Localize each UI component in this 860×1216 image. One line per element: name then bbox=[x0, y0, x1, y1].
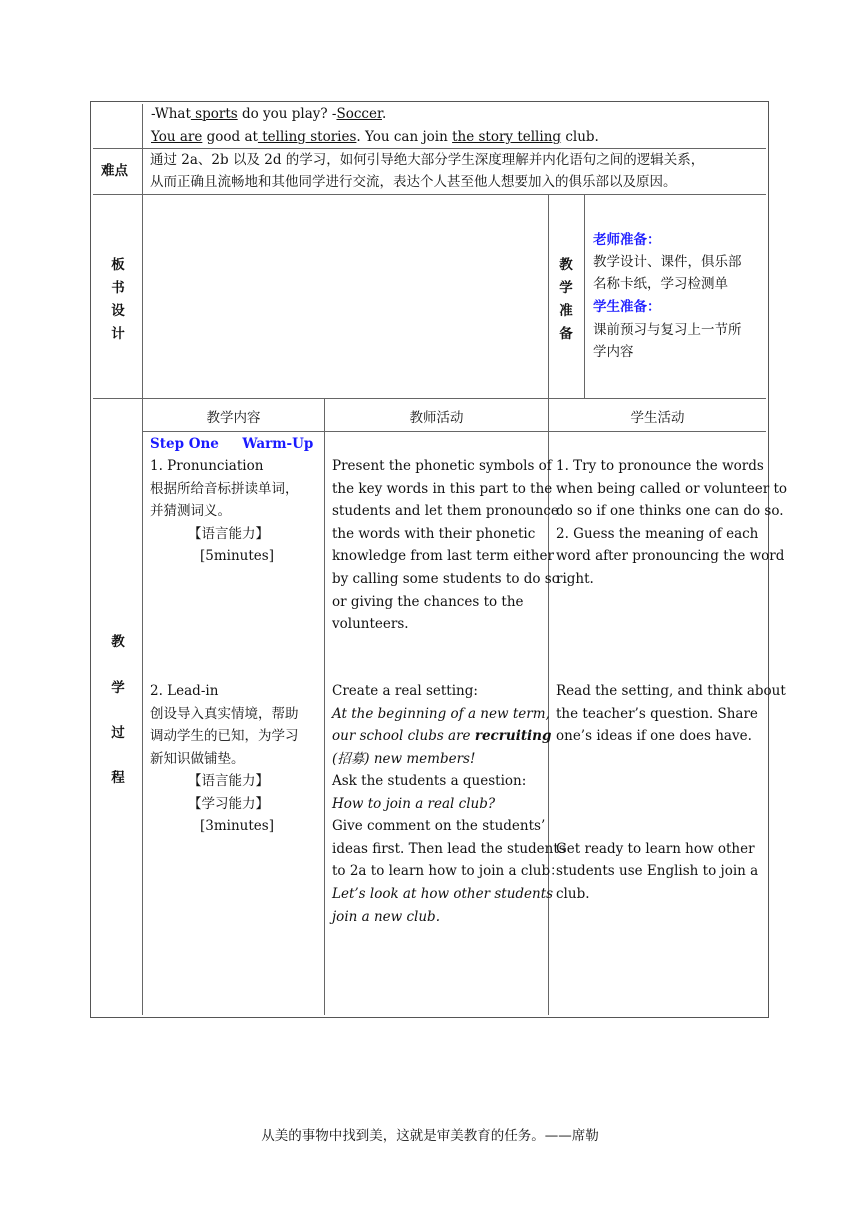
teacher-activity-line: the words with their phonetic bbox=[332, 526, 536, 542]
student-prep-line: 学内容 bbox=[593, 344, 634, 360]
student-activity-line: one’s ideas if one does have. bbox=[556, 728, 752, 744]
content-line: 1. Pronunciation bbox=[150, 458, 264, 474]
content-line: 创设导入真实情境，帮助 bbox=[150, 706, 299, 722]
content-line: 【学习能力】 bbox=[188, 796, 269, 812]
student-activity-line: Get ready to learn how other bbox=[556, 841, 755, 857]
teacher-activity-line: knowledge from last term either bbox=[332, 548, 554, 564]
content-line: 【语言能力】 bbox=[188, 773, 269, 789]
row-divider bbox=[93, 398, 766, 399]
content-line: 新知识做铺垫。 bbox=[150, 751, 245, 767]
student-activity-line: 2. Guess the meaning of each bbox=[556, 526, 759, 542]
student-activity-line: students use English to join a bbox=[556, 863, 759, 879]
header-teacher: 教师活动 bbox=[409, 410, 464, 426]
sample-dialogue-line1: -What sports do you play? -Soccer. bbox=[151, 106, 387, 122]
process-label-2: 学 bbox=[111, 680, 125, 696]
row-divider bbox=[93, 194, 766, 195]
student-activity-line: word after pronouncing the word bbox=[556, 548, 785, 564]
difficulty-text-line2: 从而正确且流畅地和其他同学进行交流，表达个人甚至他人想要加入的俱乐部以及原因。 bbox=[150, 174, 677, 190]
student-activity-line: right. bbox=[556, 571, 594, 587]
content-line: [3minutes] bbox=[200, 818, 274, 834]
student-activity-line: club. bbox=[556, 886, 590, 902]
teacher-activity-line: students and let them pronounce bbox=[332, 503, 559, 519]
content-line: [5minutes] bbox=[200, 548, 274, 564]
content-line: 【语言能力】 bbox=[188, 526, 269, 542]
teacher-activity-line: Create a real setting: bbox=[332, 683, 478, 699]
teacher-activity-line: At the beginning of a new term, bbox=[332, 706, 550, 722]
student-prep-line: 课前预习与复习上一节所 bbox=[593, 322, 742, 338]
row-divider bbox=[142, 431, 766, 432]
teacher-activity-line: volunteers. bbox=[332, 616, 409, 632]
process-label-4: 程 bbox=[111, 770, 125, 786]
teacher-activity-line: ideas first. Then lead the students bbox=[332, 841, 566, 857]
teacher-activity-line: the key words in this part to the bbox=[332, 481, 553, 497]
col-divider bbox=[324, 398, 325, 1015]
student-activity-line: Read the setting, and think about bbox=[556, 683, 786, 699]
student-activity-line: the teacher’s question. Share bbox=[556, 706, 758, 722]
teacher-activity-line: by calling some students to do so bbox=[332, 571, 560, 587]
content-line: 调动学生的已知，为学习 bbox=[150, 728, 299, 744]
teacher-prep-title: 老师准备： bbox=[593, 232, 661, 248]
teacher-activity-line: or giving the chances to the bbox=[332, 594, 524, 610]
difficulty-label: 难点 bbox=[101, 163, 128, 179]
sample-dialogue-line2: You are good at telling stories. You can join the story telling club. bbox=[151, 129, 599, 145]
teacher-prep-line: 教学设计、课件，俱乐部 bbox=[593, 254, 742, 270]
process-label-1: 教 bbox=[111, 634, 125, 650]
board-label-3: 设 bbox=[111, 303, 125, 319]
content-line: 根据所给音标拼读单词， bbox=[150, 481, 299, 497]
prep-label-1: 教 bbox=[559, 257, 573, 273]
teacher-prep-line: 名称卡纸，学习检测单 bbox=[593, 276, 728, 292]
process-label-3: 过 bbox=[111, 725, 125, 741]
teacher-activity-line: Ask the students a question: bbox=[332, 773, 527, 789]
student-activity-line: do so if one thinks one can do so. bbox=[556, 503, 784, 519]
student-activity-line: when being called or volunteer to bbox=[556, 481, 788, 497]
board-label-2: 书 bbox=[111, 280, 125, 296]
board-label-4: 计 bbox=[111, 326, 125, 342]
student-activity-line: 1. Try to pronounce the words bbox=[556, 458, 764, 474]
header-student: 学生活动 bbox=[630, 410, 685, 426]
footer-quote: 从美的事物中找到美，这就是审美教育的任务。——席勒 bbox=[261, 1128, 599, 1144]
content-line: 2. Lead-in bbox=[150, 683, 219, 699]
teacher-activity-line: Present the phonetic symbols of bbox=[332, 458, 552, 474]
teacher-activity-line: to 2a to learn how to join a club： bbox=[332, 863, 564, 879]
teacher-activity-line: our school clubs are recruiting bbox=[332, 728, 552, 744]
board-label-1: 板 bbox=[111, 257, 125, 273]
col-divider bbox=[142, 104, 143, 1015]
prep-label-4: 备 bbox=[559, 326, 573, 342]
teacher-activity-line: How to join a real club? bbox=[332, 796, 496, 812]
prep-label-2: 学 bbox=[559, 280, 573, 296]
col-divider bbox=[584, 194, 585, 398]
header-content: 教学内容 bbox=[206, 410, 261, 426]
teacher-activity-line: (招募) new members! bbox=[332, 751, 476, 767]
teacher-activity-line: Let’s look at how other students bbox=[332, 886, 554, 902]
difficulty-text-line1: 通过 2a、2b 以及 2d 的学习，如何引导绝大部分学生深度理解并内化语句之间的逻辑关系， bbox=[150, 152, 705, 168]
teacher-activity-line: join a new club. bbox=[332, 909, 440, 925]
step-title: Step One Warm-Up bbox=[150, 436, 314, 452]
prep-label-3: 准 bbox=[559, 303, 573, 319]
teacher-activity-line: Give comment on the students’ bbox=[332, 818, 546, 834]
content-line: 并猜测词义。 bbox=[150, 503, 231, 519]
student-prep-title: 学生准备： bbox=[593, 299, 661, 315]
